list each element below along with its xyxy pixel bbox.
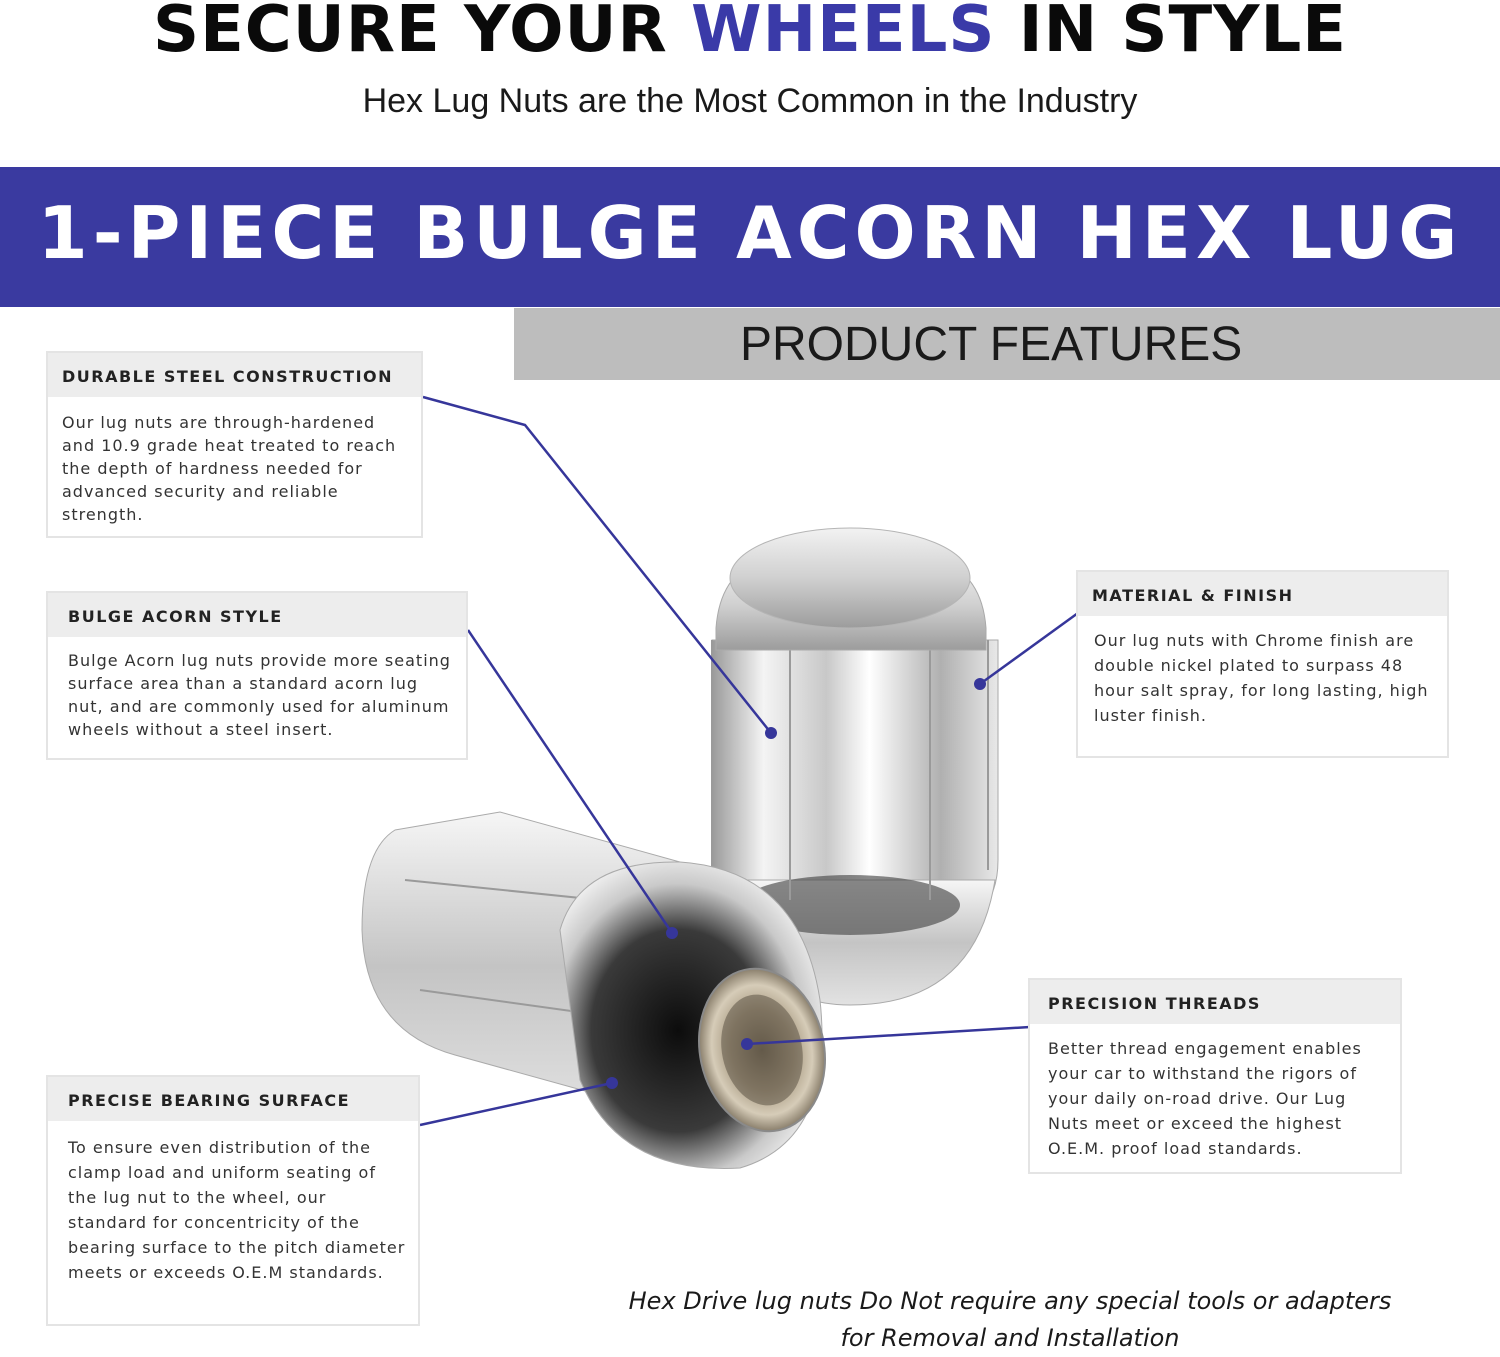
feature-title: PRECISE BEARING SURFACE (48, 1077, 418, 1121)
feature-card-threads (1028, 978, 1402, 1174)
feature-text: To ensure even distribution of the clamp load and uniform seating of the lug nut to the wheel, our standard for concentricity of the bearing surface to the pitch diameter meets or exceeds O.E.M standards. (68, 1138, 406, 1282)
feature-title: PRECISION THREADS (1030, 980, 1400, 1024)
subheadline: Hex Lug Nuts are the Most Common in the Industry (362, 82, 1138, 120)
callout-dot-bearing (606, 1077, 618, 1089)
feature-text: Better thread engagement enables your car to withstand the rigors of your daily on-road drive. Our Lug Nuts meet or exceed the highest O.E.M. proof load standards. (1048, 1039, 1362, 1158)
feature-text: Our lug nuts with Chrome finish are double nickel plated to surpass 48 hour salt spray, for long lasting, high luster finish. (1094, 631, 1429, 725)
feature-text: Bulge Acorn lug nuts provide more seating surface area than a standard acorn lug nut, and are commonly used for aluminum wheels without a steel insert. (68, 651, 451, 739)
callout-dot-threads (741, 1038, 753, 1050)
headline-accent: WHEELS (691, 0, 996, 67)
headline-part2: IN STYLE (995, 0, 1348, 67)
callout-line-bearing (420, 1083, 612, 1125)
feature-title: BULGE ACORN STYLE (48, 593, 466, 637)
callout-dot-material (974, 678, 986, 690)
headline-part1: SECURE YOUR (152, 0, 692, 67)
feature-title: MATERIAL & FINISH (1078, 572, 1447, 616)
footnote-line2: for Removal and Installation (840, 1324, 1180, 1352)
banner-title: 1-PIECE BULGE ACORN HEX LUG (37, 191, 1463, 275)
callout-dot-bulge (666, 927, 678, 939)
callout-dot-durable (765, 727, 777, 739)
feature-card-material (1076, 570, 1449, 758)
feature-title: DURABLE STEEL CONSTRUCTION (48, 353, 421, 397)
feature-card-durable (46, 351, 423, 538)
footnote (560, 1283, 1460, 1357)
footnote-line1: Hex Drive lug nuts Do Not require any special tools or adapters (628, 1287, 1392, 1315)
feature-card-bulge (46, 591, 468, 760)
feature-text: Our lug nuts are through-hardened and 10.9 grade heat treated to reach the depth of hardness needed for advanced security and reliable strength. (62, 413, 397, 524)
features-title: PRODUCT FEATURES (740, 318, 1243, 371)
feature-card-bearing (46, 1075, 420, 1326)
